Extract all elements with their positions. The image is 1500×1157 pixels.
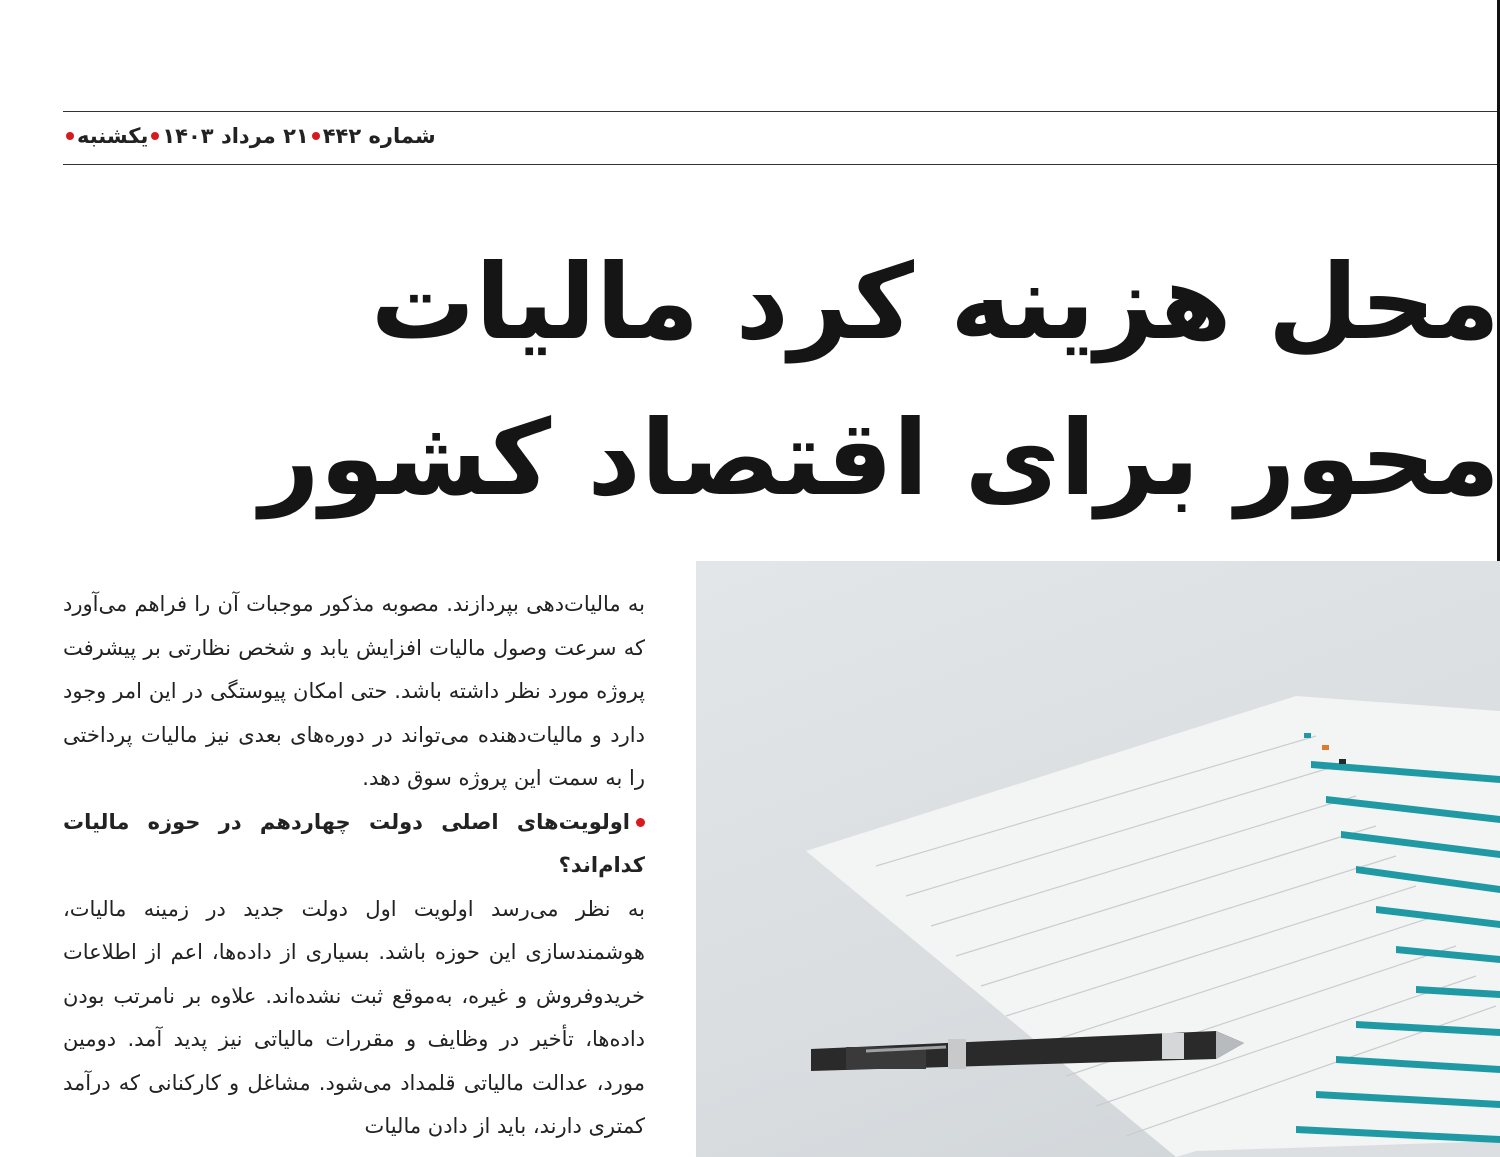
issue-date: ۲۱ مرداد ۱۴۰۳ xyxy=(162,124,309,148)
article-photo xyxy=(696,561,1500,1157)
masthead-bottom-rule xyxy=(63,164,1500,165)
issue-number: شماره ۴۴۲ xyxy=(322,124,436,148)
headline-line-1: محل هزینه کرد مالیات xyxy=(370,241,1500,363)
article-paragraph: به نظر می‌رسد اولویت اول دولت جدید در زمینه مالیات، هوشمندسازی این حوزه باشد. بسیاری از داده‌ها، اعم از اطلاعات خریدوفروش و غیره، به‌موقع ثبت نشده‌اند. علاوه بر نامرتب بودن داده‌ها، تأخیر در وظایف و مقررات مالیاتی نیز پدید آمد. دومین مورد، عدالت مالیاتی قلمداد می‌شود. مشاغل و کارکنانی که درآمد کمتری دارند، باید از دادن مالیات xyxy=(63,896,645,1138)
bullet-dot xyxy=(636,818,645,827)
article-column xyxy=(63,583,645,1149)
subheading-text: اولویت‌های اصلی دولت چهاردهم در حوزه مالیات کدام‌اند؟ xyxy=(63,809,645,877)
masthead-top-rule xyxy=(63,111,1500,112)
issue-weekday: یکشنبه xyxy=(77,124,149,148)
article-subheading xyxy=(63,801,645,888)
separator-dot xyxy=(312,132,320,140)
separator-dot xyxy=(66,132,74,140)
separator-dot xyxy=(151,132,159,140)
headline-line-2: محور برای اقتصاد کشور xyxy=(259,397,1500,519)
paper-sheet xyxy=(806,696,1500,1157)
article-paragraph: به مالیات‌دهی بپردازند. مصوبه مذکور موجبات آن را فراهم می‌آورد که سرعت وصول مالیات افزایش یابد و شخص نظارتی بر پیشرفت پروژه مورد نظر داشته باشد. حتی امکان پیوستگی در این امر وجود دارد و مالیات‌دهنده می‌تواند در دوره‌های بعدی نیز مالیات پرداختی را به سمت این پروژه سوق دهد. xyxy=(63,592,645,790)
chart-and-pen-illustration xyxy=(696,561,1500,1157)
issue-info-line xyxy=(63,121,463,151)
